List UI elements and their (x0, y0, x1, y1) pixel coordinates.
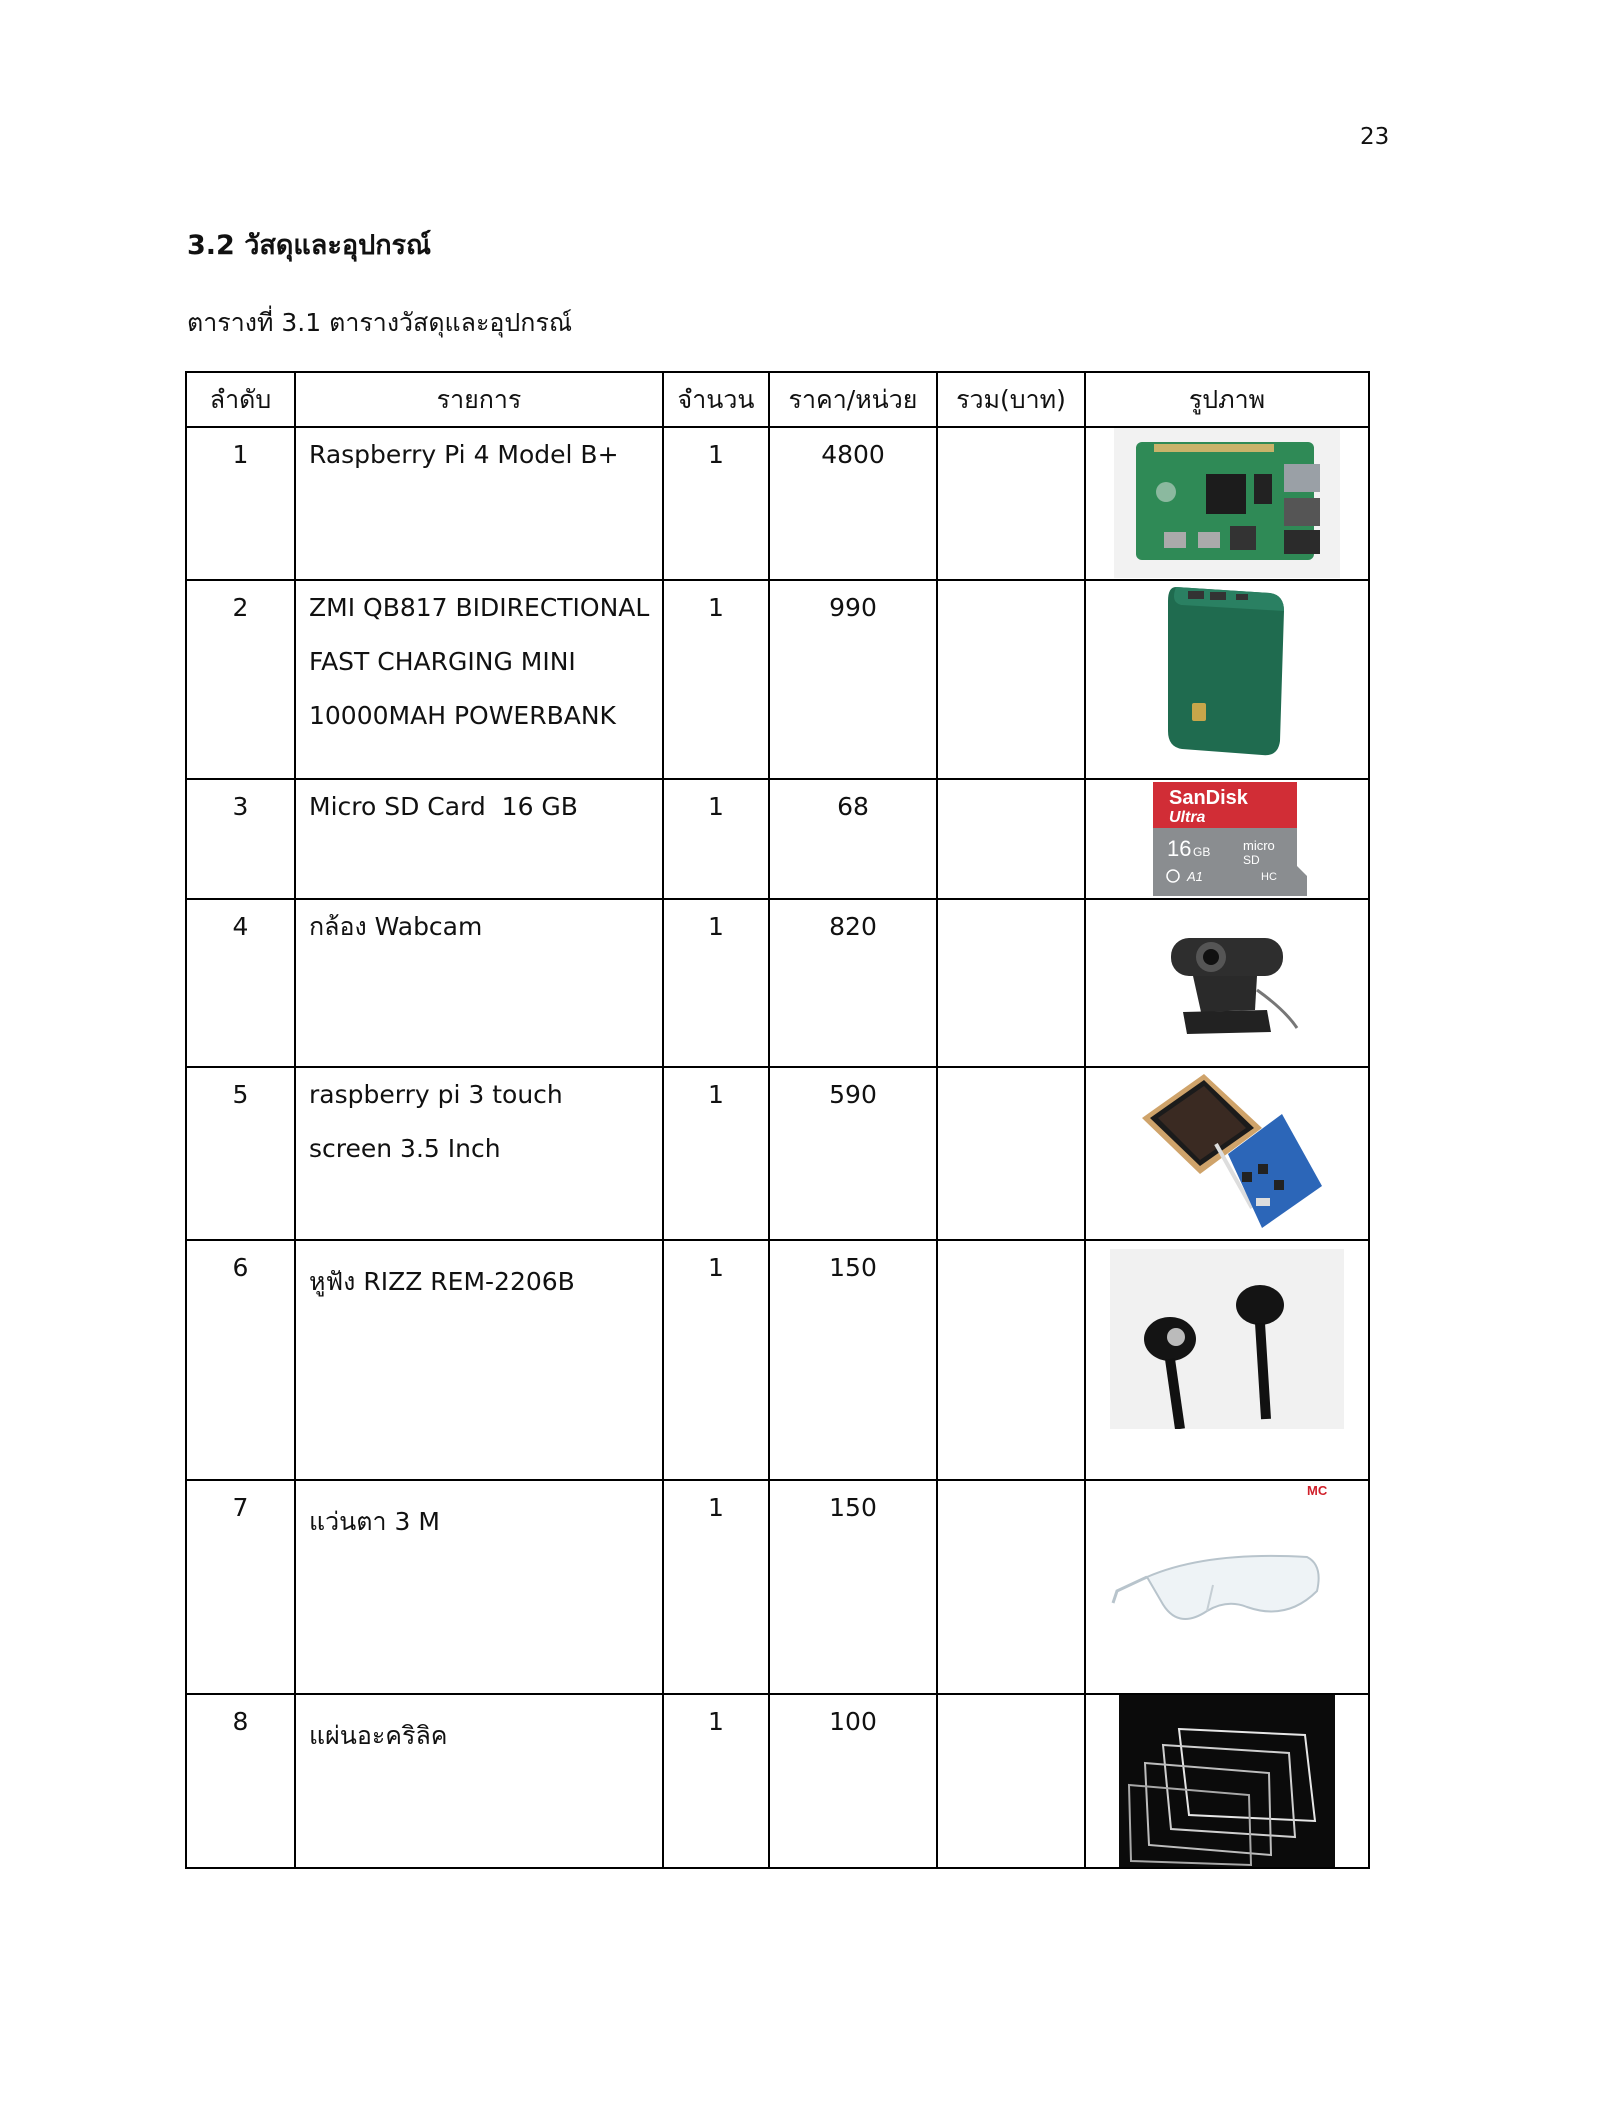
cell-total (937, 1240, 1085, 1480)
cell-image (1085, 1240, 1369, 1480)
cell-price: 150 (769, 1480, 937, 1694)
cell-item (295, 1694, 663, 1868)
cell-image (1085, 1694, 1369, 1868)
cell-qty: 1 (663, 1480, 769, 1694)
table-caption: ตารางที่ 3.1 ตารางวัสดุและอุปกรณ์ (187, 308, 573, 337)
raspberry-pi-board-photo (1114, 428, 1340, 578)
table-row (186, 1694, 1369, 1868)
item-line: ZMI QB817 BIDIRECTIONAL (309, 593, 650, 622)
cell-item (295, 899, 663, 1067)
sandisk-hc-label: HC (1261, 871, 1277, 883)
cell-price: 820 (769, 899, 937, 1067)
table-header-row (186, 372, 1369, 427)
table-row (186, 1480, 1369, 1694)
table-row (186, 1067, 1369, 1240)
item-line: Raspberry Pi 4 Model B+ (309, 440, 619, 469)
cell-total (937, 427, 1085, 580)
cell-no: 8 (186, 1694, 295, 1868)
cell-no: 5 (186, 1067, 295, 1240)
item-line: raspberry pi 3 touch (309, 1080, 563, 1109)
cell-total (937, 899, 1085, 1067)
green-powerbank-photo (1162, 581, 1292, 761)
cell-item (295, 427, 663, 580)
sandisk-sd-label: SD (1243, 853, 1260, 867)
cell-total (937, 1067, 1085, 1240)
cell-no: 2 (186, 580, 295, 779)
acrylic-sheets-photo (1119, 1695, 1335, 1867)
sandisk-line-label: Ultra (1169, 809, 1206, 826)
section-heading: 3.2 วัสดุและอุปกรณ์ (187, 230, 432, 261)
cell-no: 6 (186, 1240, 295, 1480)
cell-image (1085, 779, 1369, 899)
cell-total (937, 1480, 1085, 1694)
cell-qty: 1 (663, 580, 769, 779)
header-price: ราคา/หน่วย (769, 372, 937, 427)
cell-total (937, 779, 1085, 899)
cell-qty: 1 (663, 1067, 769, 1240)
header-image: รูปภาพ (1085, 372, 1369, 427)
table-row (186, 779, 1369, 899)
touch-screen-photo (1132, 1068, 1322, 1238)
sandisk-capacity-label: 16 (1167, 836, 1192, 861)
item-line: แว่นตา 3 M (309, 1507, 440, 1536)
cell-no: 1 (186, 427, 295, 580)
cell-qty: 1 (663, 1694, 769, 1868)
item-line: screen 3.5 Inch (309, 1134, 501, 1163)
item-line: กล้อง Wabcam (309, 912, 483, 941)
table-row (186, 580, 1369, 779)
cell-qty: 1 (663, 899, 769, 1067)
item-line: หูฟัง RIZZ REM-2206B (309, 1267, 575, 1296)
cell-price: 150 (769, 1240, 937, 1480)
cell-qty: 1 (663, 1240, 769, 1480)
cell-item (295, 1480, 663, 1694)
sandisk-class-label: A1 (1187, 869, 1203, 884)
table-row (186, 899, 1369, 1067)
materials-table (185, 371, 1370, 1869)
cell-price: 100 (769, 1694, 937, 1868)
table-row (186, 1240, 1369, 1480)
cell-price: 4800 (769, 427, 937, 580)
item-line: แผ่นอะคริลิค (309, 1721, 448, 1750)
cell-item (295, 580, 663, 779)
page-number: 23 (1360, 124, 1390, 150)
cell-image (1085, 427, 1369, 580)
table-row (186, 427, 1369, 580)
cell-item (295, 1240, 663, 1480)
item-line: Micro SD Card 16 GB (309, 792, 578, 821)
cell-no: 4 (186, 899, 295, 1067)
cell-qty: 1 (663, 427, 769, 580)
cell-no: 3 (186, 779, 295, 899)
webcam-photo (1107, 900, 1347, 1066)
cell-total (937, 580, 1085, 779)
safety-glasses-photo (1087, 1481, 1367, 1691)
cell-qty: 1 (663, 779, 769, 899)
glasses-tag-label: MC (1307, 1483, 1328, 1498)
cell-image (1085, 1480, 1369, 1694)
cell-image (1085, 899, 1369, 1067)
item-line: FAST CHARGING MINI (309, 647, 576, 676)
sandisk-microsd-photo (1147, 780, 1307, 898)
cell-price: 990 (769, 580, 937, 779)
cell-total (937, 1694, 1085, 1868)
cell-price: 590 (769, 1067, 937, 1240)
header-total: รวม(บาท) (937, 372, 1085, 427)
item-line: 10000MAH POWERBANK (309, 701, 616, 730)
header-item: รายการ (295, 372, 663, 427)
sandisk-unit-label: GB (1193, 845, 1211, 859)
cell-item (295, 779, 663, 899)
cell-image (1085, 580, 1369, 779)
sandisk-brand-label: SanDisk (1169, 787, 1248, 809)
header-no: ลำดับ (186, 372, 295, 427)
header-qty: จำนวน (663, 372, 769, 427)
cell-price: 68 (769, 779, 937, 899)
cell-no: 7 (186, 1480, 295, 1694)
cell-item (295, 1067, 663, 1240)
earphones-photo (1110, 1249, 1344, 1429)
cell-image (1085, 1067, 1369, 1240)
sandisk-micro-label: micro (1243, 838, 1275, 853)
